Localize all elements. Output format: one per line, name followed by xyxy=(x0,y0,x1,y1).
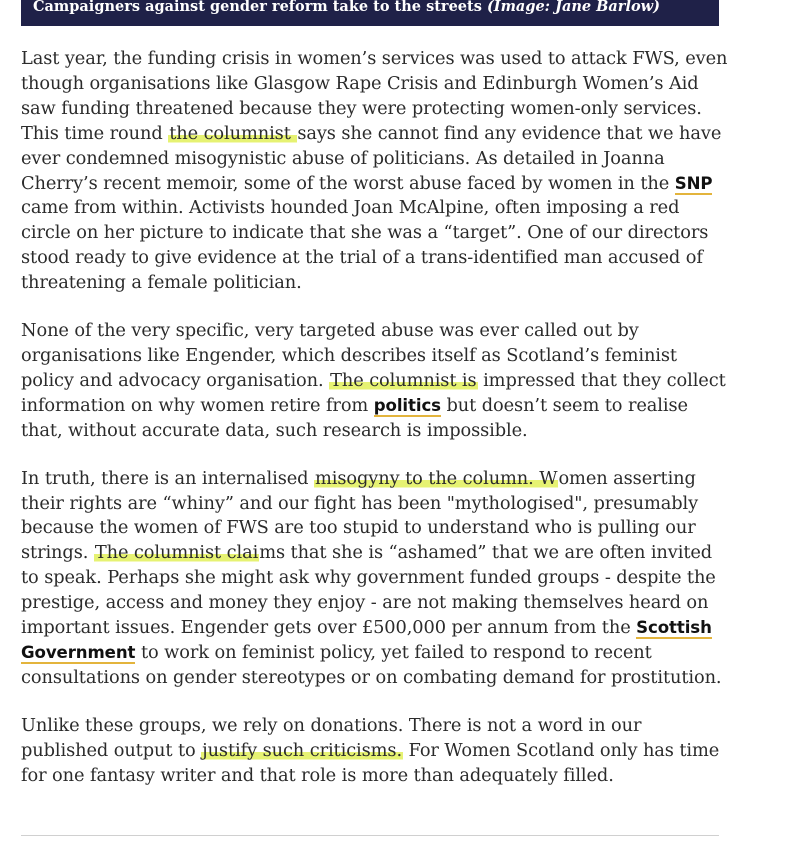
paragraph-3 xyxy=(21,467,731,691)
p1-highlight: the columnist xyxy=(169,122,297,144)
article-body xyxy=(21,47,731,811)
p3-text-a: In truth, there is an internalised xyxy=(21,467,315,489)
p2-text-c: but doesn’t seem to realise that, without accurate data, such research is impossible. xyxy=(21,394,688,441)
p3-text-d: to work on feminist policy, yet failed to respond to recent consultations on gender stereotypes or on combating demand for prostitution. xyxy=(21,641,722,688)
p1-text-a: Last year, the funding crisis in women’s services was used to attack FWS, even though organisations like Glasgow Rape Crisis and Edinburgh Women’s Aid saw funding threatened because they were protecting women-only services. This time round xyxy=(21,48,728,144)
p4-highlight: justify such criticisms. xyxy=(202,739,402,761)
image-caption xyxy=(21,0,719,26)
p3-text-c: ms that she is “ashamed” that we are often invited to speak. Perhaps she might ask why government funded groups - despite the prestige, access and money they enjoy - are not making themselves heard on important issues. Engender gets over £500,000 per annum from the xyxy=(21,542,716,639)
p3-highlight-2: The columnist clai xyxy=(94,542,259,564)
p1-text-c: came from within. Activists hounded Joan McAlpine, often imposing a red circle on her picture to indicate that she was a “target”. One of our directors stood ready to give evidence at the trial of a trans-identified man accused of threatening a female politician. xyxy=(21,197,709,294)
caption-text: Campaigners against gender reform take to the streets xyxy=(33,0,487,15)
paragraph-4 xyxy=(21,714,731,789)
caption-credit: (Image: Jane Barlow) xyxy=(486,0,660,15)
snp-link[interactable]: SNP xyxy=(674,173,713,193)
paragraph-2 xyxy=(21,319,731,444)
p4-text-a: Unlike these groups, we rely on donations. There is not a word in our published output to xyxy=(21,714,642,761)
p4-text-b: For Women Scotland only has time for one fantasy writer and that role is more than adequately filled. xyxy=(21,739,720,786)
section-divider xyxy=(21,835,719,836)
p1-text-b: says she cannot find any evidence that we have ever condemned misogynistic abuse of politicians. As detailed in Joanna Cherry’s recent memoir, some of the worst abuse faced by women in the xyxy=(21,122,722,194)
p2-highlight: The columnist is xyxy=(330,369,477,391)
politics-link[interactable]: politics xyxy=(373,395,441,415)
p3-highlight-1: misogyny to the column. W xyxy=(315,467,558,489)
p2-text-a: None of the very specific, very targeted abuse was ever called out by organisations like Engender, which describes itself as Scotland’s feminist policy and advocacy organisation. xyxy=(21,320,677,391)
p3-text-b: omen asserting their rights are “whiny” and our fight has been "mythologised", presumably because the women of FWS are too stupid to understand who is pulling our strings. xyxy=(21,467,699,564)
p2-text-b: impressed that they collect information on why women retire from xyxy=(21,369,726,416)
paragraph-1 xyxy=(21,47,731,296)
scottish-government-link[interactable]: Scottish Government xyxy=(21,618,712,662)
